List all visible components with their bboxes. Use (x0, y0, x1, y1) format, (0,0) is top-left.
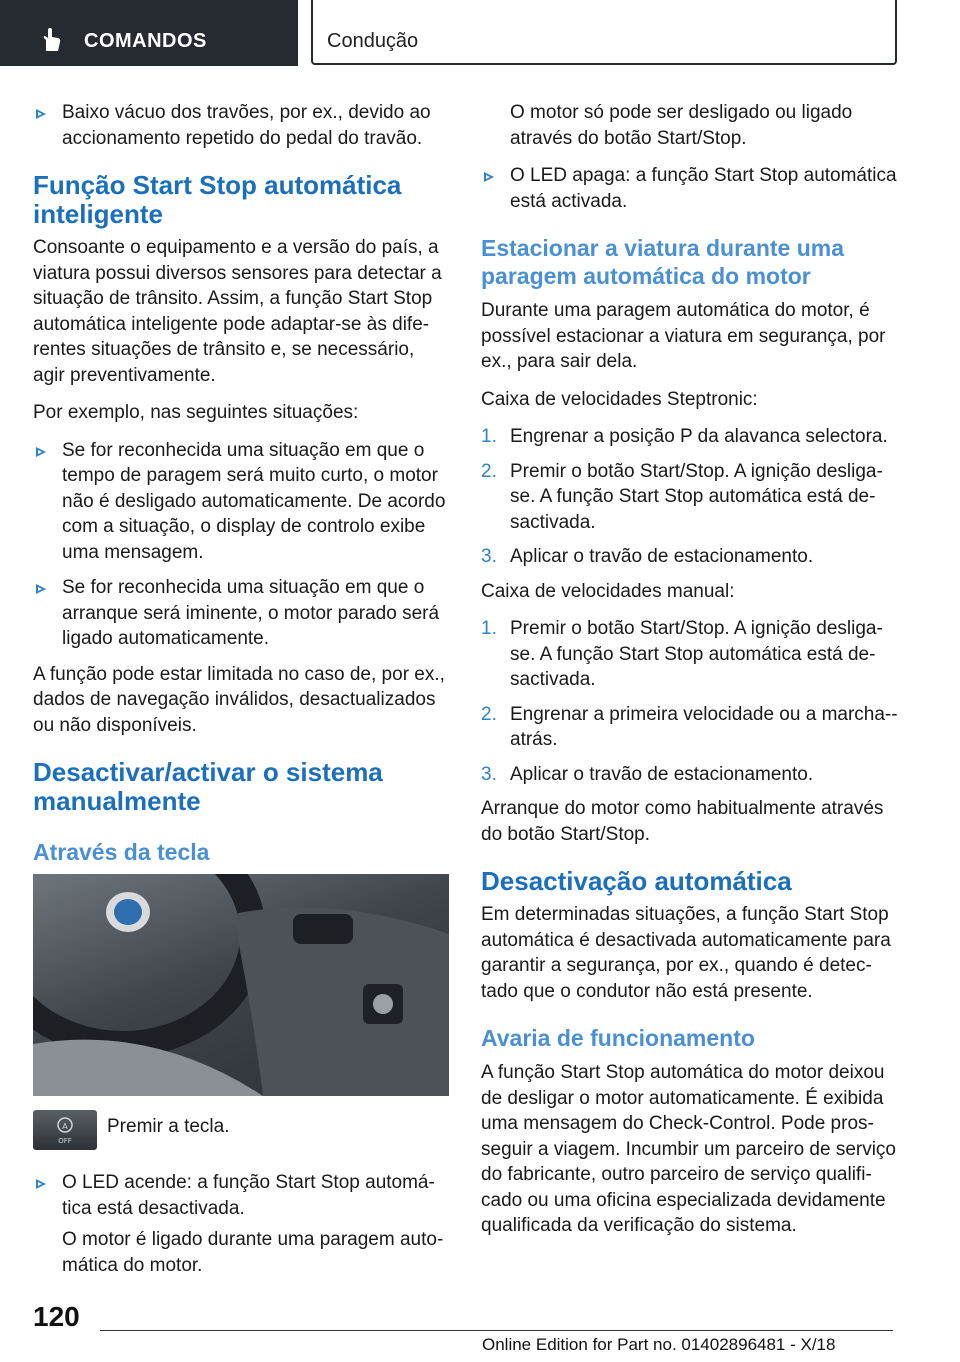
list-item (33, 575, 449, 652)
paragraph-intelligent: Consoante o equipamento e a versão do país, a viatura possui diversos sensores para detectar a situação de trânsito. Assim, a função Start Stop automática inteligente pode adaptar-se às diferentes situações de trânsito e, se necessário, agir preventivamente. (33, 237, 442, 386)
steering-wheel-photo (33, 874, 449, 1096)
bullet-text: Se for reconhecida uma situação em que o tempo de paragem será muito curto, o motor não é desligado automaticamente. De acordo com a situação, o display de controlo exibe uma mensagem. (62, 439, 446, 563)
step-item (481, 762, 901, 788)
list-item (33, 1170, 449, 1278)
step-text: Aplicar o travão de estacionamento. (510, 763, 814, 785)
chapter-tab (0, 0, 298, 66)
footer-edition: Online Edition for Part no. 01402896481 - X/18 (482, 1335, 836, 1354)
bullet-text: Se for reconhecida uma situação em que o arranque será iminente, o motor parado será ligado automaticamente. (62, 577, 440, 649)
step-item (481, 702, 901, 753)
step-number: 1. (481, 618, 497, 639)
list-item (33, 438, 449, 566)
svg-text:A: A (62, 1122, 68, 1131)
list-item-continuation (481, 100, 901, 151)
button-caption: Premir a tecla. (107, 1116, 230, 1137)
chapter-title: COMANDOS (84, 30, 207, 52)
step-text: Premir o botão Start/Stop. A ignição desliga-se. A função Start Stop automática está desactivada. (510, 460, 883, 533)
step-item (481, 616, 901, 693)
bullet-text: O LED acende: a função Start Stop automática está desactivada. (62, 1172, 435, 1219)
step-item (481, 459, 901, 536)
triangle-bullet-icon (484, 172, 494, 182)
heading-fault: Avaria de funcionamento (481, 1025, 755, 1051)
triangle-bullet-icon (36, 584, 46, 594)
paragraph-example: Por exemplo, nas seguintes situações: (33, 402, 359, 423)
step-text: Premir o botão Start/Stop. A ignição desliga-se. A função Start Stop automática está desactivada. (510, 618, 883, 690)
paragraph-limited: A função pode estar limitada no caso de, por ex., dados de navegação inválidos, desactualizados ou não disponíveis. (33, 663, 445, 736)
left-column (33, 100, 449, 1288)
start-stop-off-button-icon (33, 1110, 97, 1150)
paragraph-restart: Arranque do motor como habitualmente através do botão Start/Stop. (481, 798, 884, 845)
step-item (481, 424, 901, 450)
svg-text:OFF: OFF (58, 1137, 72, 1145)
heading-via-key: Através da tecla (33, 839, 210, 865)
list-item (33, 100, 449, 151)
step-number: 3. (481, 546, 497, 567)
step-number: 2. (481, 460, 497, 482)
hand-pointer-icon (38, 27, 64, 53)
section-title: Condução (327, 30, 419, 52)
heading-auto-deactivation: Desactivação automática (481, 866, 792, 896)
heading-manual: Desactivar/activar o sistema manualmente (33, 757, 383, 816)
step-number: 2. (481, 703, 497, 725)
triangle-bullet-icon (36, 1179, 46, 1189)
right-column (481, 100, 901, 1251)
button-instruction (33, 1110, 449, 1152)
paragraph-auto-deactivation: Em determinadas situações, a função Start Stop automática é desactivada automaticamente para garantir a segurança, por ex., quando é detectado que o condutor não está presente. (481, 904, 891, 1002)
bullet-text: Baixo vácuo dos travões, por ex., devido ao accionamento repetido do pedal do travão. (62, 102, 431, 149)
paragraph-park: Durante uma paragem automática do motor, é possível estacionar a viatura em segurança, por ex., para sair dela. (481, 300, 886, 372)
heading-park: Estacionar a viatura durante uma paragem automática do motor (481, 235, 845, 289)
paragraph-fault: A função Start Stop automática do motor deixou de desligar o motor automaticamente. É exibida uma mensagem do Check-Control. Pode prosseguir a viagem. Incumbir um parceiro de serviço do fabricante, outro parceiro de serviço qualificado ou uma oficina especializada devidamente qualificada da verificação do sistema. (481, 1062, 897, 1236)
list-item (481, 163, 901, 214)
footer-divider (100, 1330, 893, 1331)
bullet-text: O LED apaga: a função Start Stop automática está activada. (510, 165, 897, 212)
triangle-bullet-icon (36, 109, 46, 119)
step-number: 1. (481, 426, 497, 447)
section-box (311, 0, 897, 65)
bullet-subtext: O motor é ligado durante uma paragem automática do motor. (62, 1229, 444, 1276)
heading-intelligent: Função Start Stop automática inteligente (33, 170, 402, 229)
steering-wheel-illustration (33, 874, 449, 1096)
triangle-bullet-icon (36, 447, 46, 457)
step-text: Engrenar a posição P da alavanca selectora. (510, 426, 888, 447)
paragraph-manual-gear: Caixa de velocidades manual: (481, 580, 735, 602)
page-number: 120 (33, 1301, 80, 1332)
step-item (481, 544, 901, 570)
step-text: Engrenar a primeira velocidade ou a marcha-atrás. (510, 703, 898, 750)
bullet-subtext: O motor só pode ser desligado ou ligado através do botão Start/Stop. (510, 102, 853, 149)
step-number: 3. (481, 763, 497, 785)
page-header (0, 0, 960, 66)
step-text: Aplicar o travão de estacionamento. (510, 546, 814, 567)
paragraph-steptronic: Caixa de velocidades Steptronic: (481, 388, 758, 410)
